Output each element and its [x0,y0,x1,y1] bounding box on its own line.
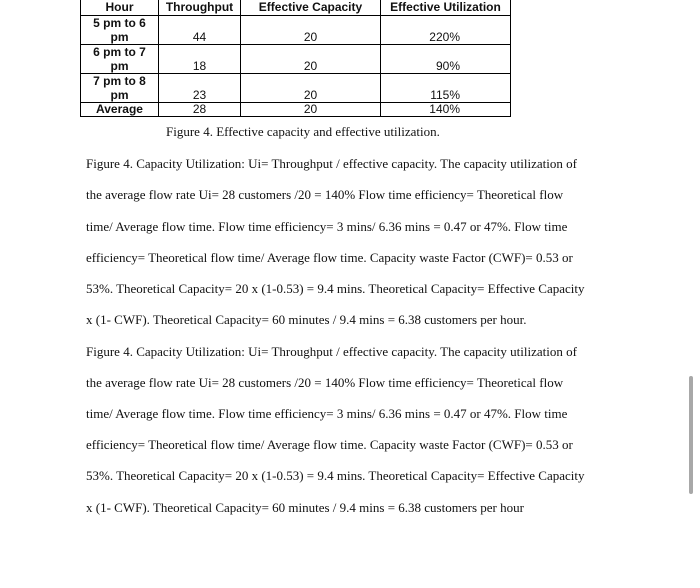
throughput-cell: 23 [159,74,241,103]
average-utilization: 140% [381,103,511,117]
body-line: x (1- CWF). Theoretical Capacity= 60 minutes / 9.4 mins = 6.38 customers per hour. [86,312,527,327]
average-label: Average [81,103,159,117]
header-effective-capacity: Effective Capacity [241,0,381,16]
hour-cell [81,45,159,74]
hour-line-2: pm [110,88,129,102]
body-line: Figure 4. Capacity Utilization: Ui= Throughput / effective capacity. The capacity utilization of [86,344,577,359]
vertical-scrollbar-thumb[interactable] [689,376,693,494]
throughput-cell: 44 [159,16,241,45]
hour-line-2: pm [110,30,129,44]
body-line: the average flow rate Ui= 28 customers /20 = 140% Flow time efficiency= Theoretical flow [86,187,564,202]
average-capacity: 20 [241,103,381,117]
capacity-cell: 20 [241,16,381,45]
throughput-cell: 18 [159,45,241,74]
body-line: the average flow rate Ui= 28 customers /20 = 140% Flow time efficiency= Theoretical flow [86,375,564,390]
utilization-cell: 220% [381,16,511,45]
body-line: time/ Average flow time. Flow time efficiency= 3 mins/ 6.36 mins = 0.47 or 47%. Flow time [86,219,568,234]
body-line: x (1- CWF). Theoretical Capacity= 60 minutes / 9.4 mins = 6.38 customers per hour [86,500,524,515]
hour-line-1: 7 pm to 8 [93,74,146,88]
capacity-cell: 20 [241,74,381,103]
capacity-cell: 20 [241,45,381,74]
table-row [81,74,511,103]
hour-cell [81,16,159,45]
body-line: efficiency= Theoretical flow time/ Average flow time. Capacity waste Factor (CWF)= 0.53 or [86,250,573,265]
hour-cell [81,74,159,103]
capacity-table [80,0,511,117]
utilization-cell: 90% [381,45,511,74]
table-header-row [81,0,511,16]
header-hour: Hour [81,0,159,16]
table-row [81,45,511,74]
hour-line-1: 5 pm to 6 [93,16,146,30]
figure-caption: Figure 4. Effective capacity and effective utilization. [166,124,440,139]
body-line: efficiency= Theoretical flow time/ Average flow time. Capacity waste Factor (CWF)= 0.53 or [86,437,573,452]
header-throughput: Throughput [159,0,241,16]
body-line: 53%. Theoretical Capacity= 20 x (1-0.53) = 9.4 mins. Theoretical Capacity= Effective Capacity [86,468,585,483]
body-line: Figure 4. Capacity Utilization: Ui= Throughput / effective capacity. The capacity utilization of [86,156,577,171]
average-row [81,103,511,117]
hour-line-1: 6 pm to 7 [93,45,146,59]
header-effective-utilization: Effective Utilization [381,0,511,16]
body-line: 53%. Theoretical Capacity= 20 x (1-0.53) = 9.4 mins. Theoretical Capacity= Effective Capacity [86,281,585,296]
body-line: time/ Average flow time. Flow time efficiency= 3 mins/ 6.36 mins = 0.47 or 47%. Flow time [86,406,568,421]
utilization-cell: 115% [381,74,511,103]
hour-line-2: pm [110,59,129,73]
average-throughput: 28 [159,103,241,117]
table-row [81,16,511,45]
